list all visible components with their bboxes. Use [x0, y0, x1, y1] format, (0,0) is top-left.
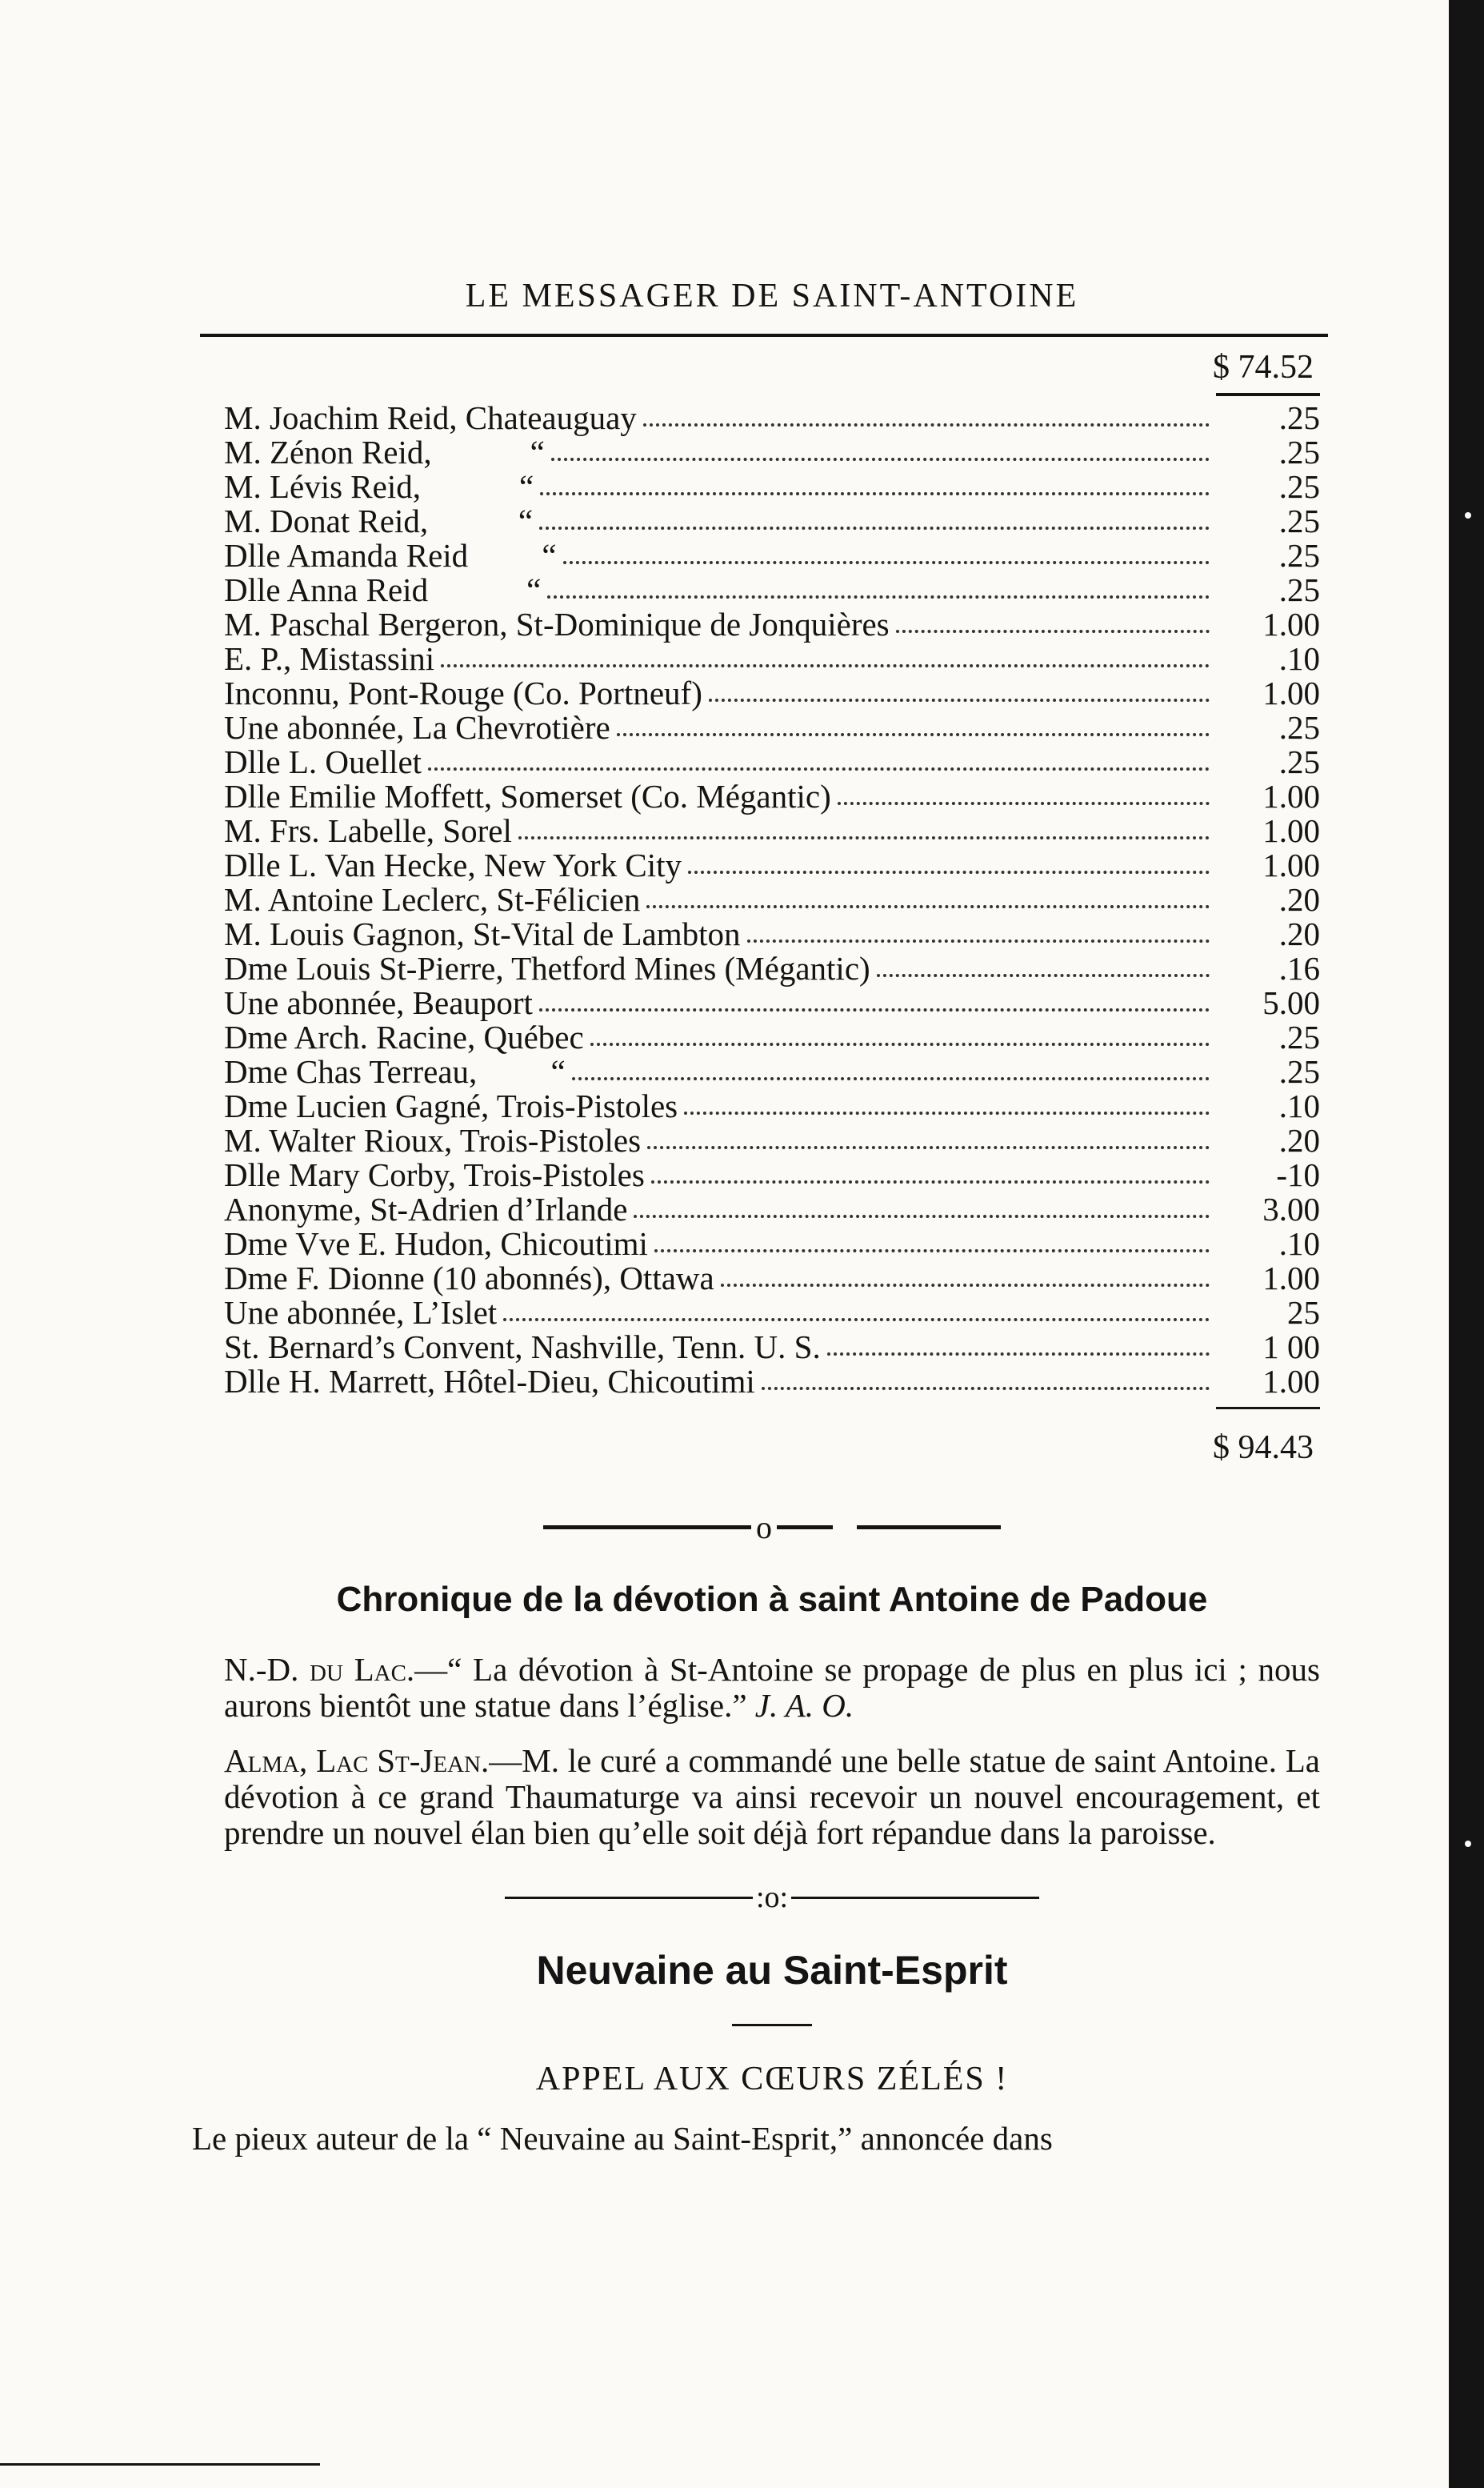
ledger-row — [224, 1330, 1320, 1364]
donation-amount: .25 — [1278, 571, 1320, 609]
donor-name: Une abonnée, L’Islet — [224, 1294, 498, 1332]
donor-name: Dlle L. Ouellet — [224, 743, 422, 781]
donation-amount: 1.00 — [1262, 1260, 1320, 1297]
dot-leader — [563, 561, 1210, 564]
section-divider — [224, 1880, 1320, 1915]
title-rule — [732, 2024, 812, 2026]
carried-forward-amount: $ 74.52 — [1213, 349, 1314, 387]
donation-amount: .25 — [1278, 503, 1320, 540]
donation-amount: .10 — [1278, 640, 1320, 678]
donor-name: Dme F. Dionne (10 abonnés), Ottawa — [224, 1260, 714, 1297]
donor-name: Inconnu, Pont-Rouge (Co. Portneuf) — [224, 675, 702, 712]
dot-leader — [643, 423, 1210, 427]
dot-leader — [441, 664, 1210, 667]
donor-name: Dlle Anna Reid “ — [224, 571, 542, 609]
ledger-row — [224, 1089, 1320, 1124]
donation-amount: .10 — [1278, 1225, 1320, 1263]
donor-name: Dlle Amanda Reid “ — [224, 537, 557, 575]
donation-amount: 1.00 — [1262, 778, 1320, 815]
donation-amount: 5.00 — [1262, 984, 1320, 1022]
donation-amount: .25 — [1278, 468, 1320, 506]
ledger-row — [224, 676, 1320, 711]
donation-amount: .25 — [1278, 399, 1320, 437]
donor-name: M. Frs. Labelle, Sorel — [224, 812, 512, 850]
ledger-row — [224, 883, 1320, 917]
dot-leader — [617, 733, 1210, 736]
donor-name: Dme Louis St-Pierre, Thetford Mines (Mégantic) — [224, 950, 870, 988]
dot-leader — [540, 492, 1210, 495]
donor-name: Dme Lucien Gagné, Trois-Pistoles — [224, 1088, 678, 1125]
ledger-row — [224, 435, 1320, 470]
divider-segment — [857, 1525, 1001, 1529]
ledger-row — [224, 848, 1320, 883]
divider-segment — [543, 1525, 751, 1529]
donor-name: Dme Arch. Racine, Québec — [224, 1019, 584, 1056]
donor-name: M. Louis Gagnon, St-Vital de Lambton — [224, 915, 741, 953]
dot-leader — [646, 905, 1210, 908]
chronique-title: Chronique de la dévotion à saint Antoine de Padoue — [336, 1580, 1208, 1620]
paragraph-text: —“ La dévotion à St-Antoine se propage de plus en plus ici ; nous aurons bientôt une statue dans l’église.” — [224, 1651, 1320, 1725]
ledger-row — [224, 607, 1320, 642]
ledger-row — [224, 642, 1320, 676]
ledger-row — [224, 779, 1320, 814]
donor-name: Une abonnée, La Chevrotière — [224, 709, 610, 747]
dot-leader — [539, 527, 1210, 530]
chronique-paragraph — [224, 1652, 1320, 1724]
divider-segment — [791, 1897, 1039, 1899]
donation-amount: 1.00 — [1262, 675, 1320, 712]
donation-amount: 1.00 — [1262, 606, 1320, 643]
paragraph-signature: J. A. O. — [754, 1687, 854, 1725]
dot-leader — [688, 871, 1210, 874]
paragraph-place: Alma, Lac St-Jean. — [224, 1742, 490, 1780]
donor-name: M. Zénon Reid, “ — [224, 434, 545, 471]
donor-name: Dlle L. Van Hecke, New York City — [224, 847, 682, 884]
dot-leader — [654, 1249, 1210, 1252]
dot-leader — [551, 458, 1210, 461]
dot-leader — [877, 974, 1210, 977]
donation-amount: 1.00 — [1262, 1363, 1320, 1400]
ledger-row — [224, 1296, 1320, 1330]
bottom-rule — [0, 2463, 320, 2466]
dot-leader — [709, 699, 1210, 702]
ledger-row — [224, 401, 1320, 435]
edge-nick — [1465, 1841, 1471, 1847]
donation-amount: 3.00 — [1262, 1191, 1320, 1228]
running-head: LE MESSAGER DE SAINT-ANTOINE — [465, 278, 1079, 315]
ledger-row — [224, 745, 1320, 779]
ledger-row — [224, 1227, 1320, 1261]
donation-amount: 1.00 — [1262, 812, 1320, 850]
dot-leader — [762, 1387, 1210, 1390]
ledger-row — [224, 1055, 1320, 1089]
paragraph-place: N.-D. du Lac. — [224, 1651, 415, 1689]
body-first-line: Le pieux auteur de la “ Neuvaine au Saint-Esprit,” annoncée dans — [192, 2120, 1053, 2157]
donation-amount: .25 — [1278, 1053, 1320, 1091]
page-edge-bar — [1449, 0, 1484, 2488]
donation-amount: 1 00 — [1262, 1328, 1320, 1366]
donor-name: Dlle H. Marrett, Hôtel-Dieu, Chicoutimi — [224, 1363, 755, 1400]
donation-amount: .20 — [1278, 915, 1320, 953]
ledger-row — [224, 470, 1320, 504]
section-divider — [224, 1508, 1320, 1546]
ledger-row — [224, 1158, 1320, 1192]
dot-leader — [684, 1112, 1210, 1115]
ledger-row — [224, 952, 1320, 986]
donation-amount: .25 — [1278, 709, 1320, 747]
dot-leader — [634, 1215, 1210, 1218]
donor-name: Dlle Mary Corby, Trois-Pistoles — [224, 1156, 645, 1194]
ledger-row — [224, 814, 1320, 848]
appeal-heading: APPEL AUX CŒURS ZÉLÉS ! — [535, 2061, 1009, 2098]
dot-leader — [651, 1180, 1210, 1184]
page-content — [192, 276, 1320, 2157]
divider-mark: :o: — [755, 1881, 789, 1915]
divider-mark: o — [756, 1509, 772, 1546]
dot-leader — [590, 1043, 1210, 1046]
dot-leader — [572, 1077, 1210, 1080]
dot-leader — [747, 940, 1210, 943]
ledger-row — [224, 1124, 1320, 1158]
dot-leader — [428, 767, 1210, 771]
donation-amount: .25 — [1278, 434, 1320, 471]
donation-amount: 1.00 — [1262, 847, 1320, 884]
dot-leader — [896, 630, 1210, 633]
donation-amount: .25 — [1278, 743, 1320, 781]
dot-leader — [518, 836, 1210, 839]
divider-segment — [505, 1897, 753, 1899]
donation-amount: -10 — [1276, 1156, 1320, 1194]
chronique-paragraph — [224, 1743, 1320, 1851]
sum-rule — [1216, 393, 1320, 396]
ledger-row — [224, 539, 1320, 573]
donor-name: M. Donat Reid, “ — [224, 503, 534, 540]
donation-amount: 25 — [1287, 1294, 1320, 1332]
ledger-row — [224, 573, 1320, 607]
donation-amount: .25 — [1278, 1019, 1320, 1056]
neuvaine-title: Neuvaine au Saint-Esprit — [536, 1948, 1008, 1993]
ledger-row — [224, 917, 1320, 952]
ledger-row — [224, 1192, 1320, 1227]
donor-name: Une abonnée, Beauport — [224, 984, 533, 1022]
donor-name: Dme Chas Terreau, “ — [224, 1053, 566, 1091]
donor-name: Anonyme, St-Adrien d’Irlande — [224, 1191, 628, 1228]
donor-name: M. Paschal Bergeron, St-Dominique de Jonquières — [224, 606, 890, 643]
donor-name: Dme Vve E. Hudon, Chicoutimi — [224, 1225, 648, 1263]
ledger-row — [224, 1364, 1320, 1399]
donor-name: M. Antoine Leclerc, St-Félicien — [224, 881, 641, 919]
donation-amount: .20 — [1278, 881, 1320, 919]
dot-leader — [547, 595, 1210, 599]
dot-leader — [503, 1318, 1210, 1321]
donor-name: M. Lévis Reid, “ — [224, 468, 534, 506]
donation-amount: .25 — [1278, 537, 1320, 575]
donor-name: Dlle Emilie Moffett, Somerset (Co. Mégantic) — [224, 778, 831, 815]
divider-segment — [777, 1525, 833, 1529]
paragraph-text: —M. le curé a commandé une belle statue de saint Antoine. La dévotion à ce grand Thaumaturge va ainsi recevoir un nouvel encouragement, et prendre un nouvel élan bien qu’elle soit déjà fort répandue dans la paroisse. — [224, 1742, 1320, 1852]
donor-name: M. Joachim Reid, Chateauguay — [224, 399, 637, 437]
donor-name: E. P., Mistassini — [224, 640, 435, 678]
donation-amount: .20 — [1278, 1122, 1320, 1160]
dot-leader — [539, 1008, 1210, 1012]
dot-leader — [721, 1284, 1210, 1287]
ledger-row — [224, 504, 1320, 539]
donor-name: M. Walter Rioux, Trois-Pistoles — [224, 1122, 642, 1160]
edge-nick — [1465, 512, 1471, 519]
donation-amount: .16 — [1278, 950, 1320, 988]
dot-leader — [827, 1352, 1210, 1356]
donation-amount: .10 — [1278, 1088, 1320, 1125]
total-rule — [1216, 1407, 1320, 1409]
total-amount: $ 94.43 — [1213, 1429, 1314, 1467]
ledger-row — [224, 1020, 1320, 1055]
ledger-row — [224, 711, 1320, 745]
ledger-row — [224, 1261, 1320, 1296]
dot-leader — [838, 802, 1210, 805]
dot-leader — [647, 1146, 1210, 1149]
ledger-row — [224, 986, 1320, 1020]
header-rule — [200, 334, 1328, 337]
donor-name: St. Bernard’s Convent, Nashville, Tenn. U. S. — [224, 1328, 821, 1366]
donation-list — [224, 401, 1320, 1399]
